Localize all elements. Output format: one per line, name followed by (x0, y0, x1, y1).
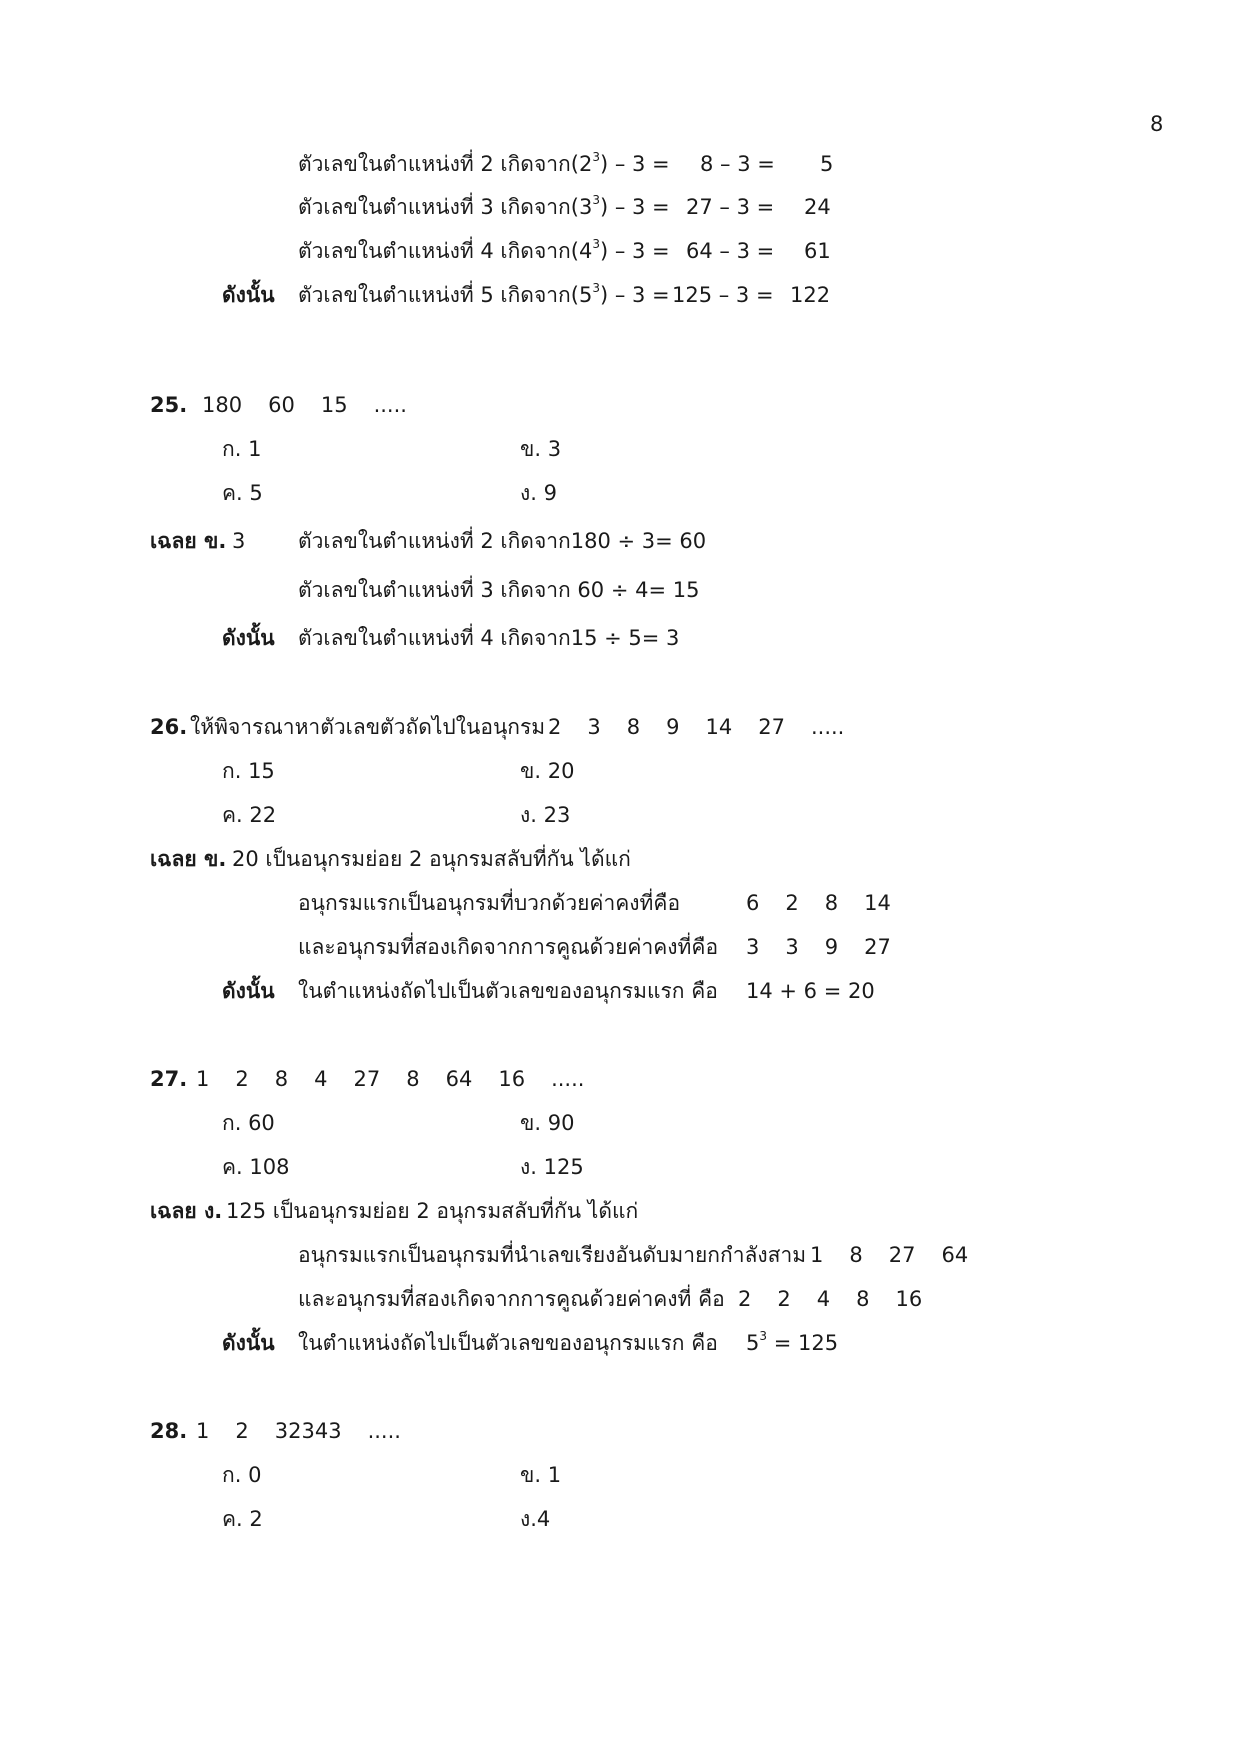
q28-choice-a: ก. 0 (222, 1463, 262, 1487)
q28-choice-b: ข. 1 (520, 1463, 562, 1487)
q27-number: 27. (150, 1067, 188, 1091)
q26-therefore: ดังนั้น (222, 979, 275, 1003)
q26-question: ให้พิจารณาหาตัวเลขตัวถัดไปในอนุกรม (190, 715, 546, 739)
q25-answer-value: 3 (232, 529, 246, 553)
q25-choice-d: ง. 9 (520, 481, 557, 505)
q27-answer-text: 125 เป็นอนุกรมย่อย 2 อนุกรมสลับที่กัน ได้แก่ (226, 1199, 639, 1223)
q26-number: 26. (150, 715, 188, 739)
q25-therefore: ดังนั้น (222, 626, 275, 650)
q24-row-4-calc: 125 – 3 = (672, 283, 774, 307)
q27-line-2: และอนุกรมที่สองเกิดจากการคูณด้วยค่าคงที่ คือ (298, 1287, 725, 1311)
q24-row-3-result: 61 (804, 239, 831, 263)
q25-line-2: ตัวเลขในตำแหน่งที่ 3 เกิดจาก 60 ÷ 4= 15 (298, 578, 700, 602)
q27-conclusion-value: $5^3 = 125$ (746, 1329, 839, 1355)
q28-choice-c: ค. 2 (222, 1507, 263, 1531)
q24-row-1-calc: 8 – 3 = (700, 152, 775, 176)
q28-choice-d: ง.4 (520, 1507, 551, 1531)
q26-answer-text: 20 เป็นอนุกรมย่อย 2 อนุกรมสลับที่กัน ได้แก่ (232, 847, 631, 871)
q27-choice-c: ค. 108 (222, 1155, 290, 1179)
q27-line-2-values: 2 2 4 8 16 (738, 1287, 923, 1311)
q27-line-1: อนุกรมแรกเป็นอนุกรมที่นำเลขเรียงอันดับมายกกำลังสาม (298, 1243, 807, 1267)
q24-row-2-calc: 27 – 3 = (686, 195, 775, 219)
q26-line-2: และอนุกรมที่สองเกิดจากการคูณด้วยค่าคงที่คือ (298, 935, 719, 959)
q27-therefore: ดังนั้น (222, 1331, 275, 1355)
q25-line-3: ตัวเลขในตำแหน่งที่ 4 เกิดจาก15 ÷ 5= 3 (298, 626, 680, 650)
q27-choice-b: ข. 90 (520, 1111, 575, 1135)
q24-row-4-result: 122 (790, 283, 831, 307)
q24-row-4: ตัวเลขในตำแหน่งที่ 5 เกิดจาก$(5^3) - 3$ = (298, 281, 670, 307)
q26-choice-c: ค. 22 (222, 803, 277, 827)
q27-choice-d: ง. 125 (520, 1155, 584, 1179)
q26-conclusion-value: 14 + 6 = 20 (746, 979, 875, 1003)
q26-conclusion: ในตำแหน่งถัดไปเป็นตัวเลขของอนุกรมแรก คือ (298, 979, 718, 1003)
q25-choice-a: ก. 1 (222, 437, 262, 461)
q26-choice-d: ง. 23 (520, 803, 571, 827)
q27-answer-label: เฉลย ง. (150, 1199, 223, 1223)
q26-choice-a: ก. 15 (222, 759, 275, 783)
q27-conclusion: ในตำแหน่งถัดไปเป็นตัวเลขของอนุกรมแรก คือ (298, 1331, 718, 1355)
q25-answer-label: เฉลย ข. (150, 529, 227, 553)
q25-choice-b: ข. 3 (520, 437, 562, 461)
page-number: 8 (1150, 112, 1164, 136)
q24-therefore: ดังนั้น (222, 283, 275, 307)
q24-row-2: ตัวเลขในตำแหน่งที่ 3 เกิดจาก$(3^3) - 3$ = (298, 193, 670, 219)
q24-row-1: ตัวเลขในตำแหน่งที่ 2 เกิดจาก$(2^3) - 3$ = (298, 150, 670, 176)
q26-line-2-values: 3 3 9 27 (746, 935, 891, 959)
q26-sequence: 2 3 8 9 14 27 ..... (548, 715, 845, 739)
q24-row-2-result: 24 (804, 195, 831, 219)
q28-sequence: 1 2 32343 ..... (196, 1419, 401, 1443)
q25-line-1: ตัวเลขในตำแหน่งที่ 2 เกิดจาก180 ÷ 3= 60 (298, 529, 707, 553)
q28-number: 28. (150, 1419, 188, 1443)
q26-line-1: อนุกรมแรกเป็นอนุกรมที่บวกด้วยค่าคงที่คือ (298, 891, 681, 915)
q26-line-1-values: 6 2 8 14 (746, 891, 891, 915)
q25-sequence: 180 60 15 ..... (202, 393, 407, 417)
q27-choice-a: ก. 60 (222, 1111, 275, 1135)
q25-number: 25. (150, 393, 188, 417)
q26-answer-label: เฉลย ข. (150, 847, 227, 871)
q24-row-3-calc: 64 – 3 = (686, 239, 775, 263)
q27-sequence: 1 2 8 4 27 8 64 16 ..... (196, 1067, 585, 1091)
q26-choice-b: ข. 20 (520, 759, 575, 783)
q27-line-1-values: 1 8 27 64 (810, 1243, 969, 1267)
q24-row-3: ตัวเลขในตำแหน่งที่ 4 เกิดจาก$(4^3) - 3$ = (298, 237, 670, 263)
q25-choice-c: ค. 5 (222, 481, 263, 505)
q24-row-1-result: 5 (820, 152, 834, 176)
